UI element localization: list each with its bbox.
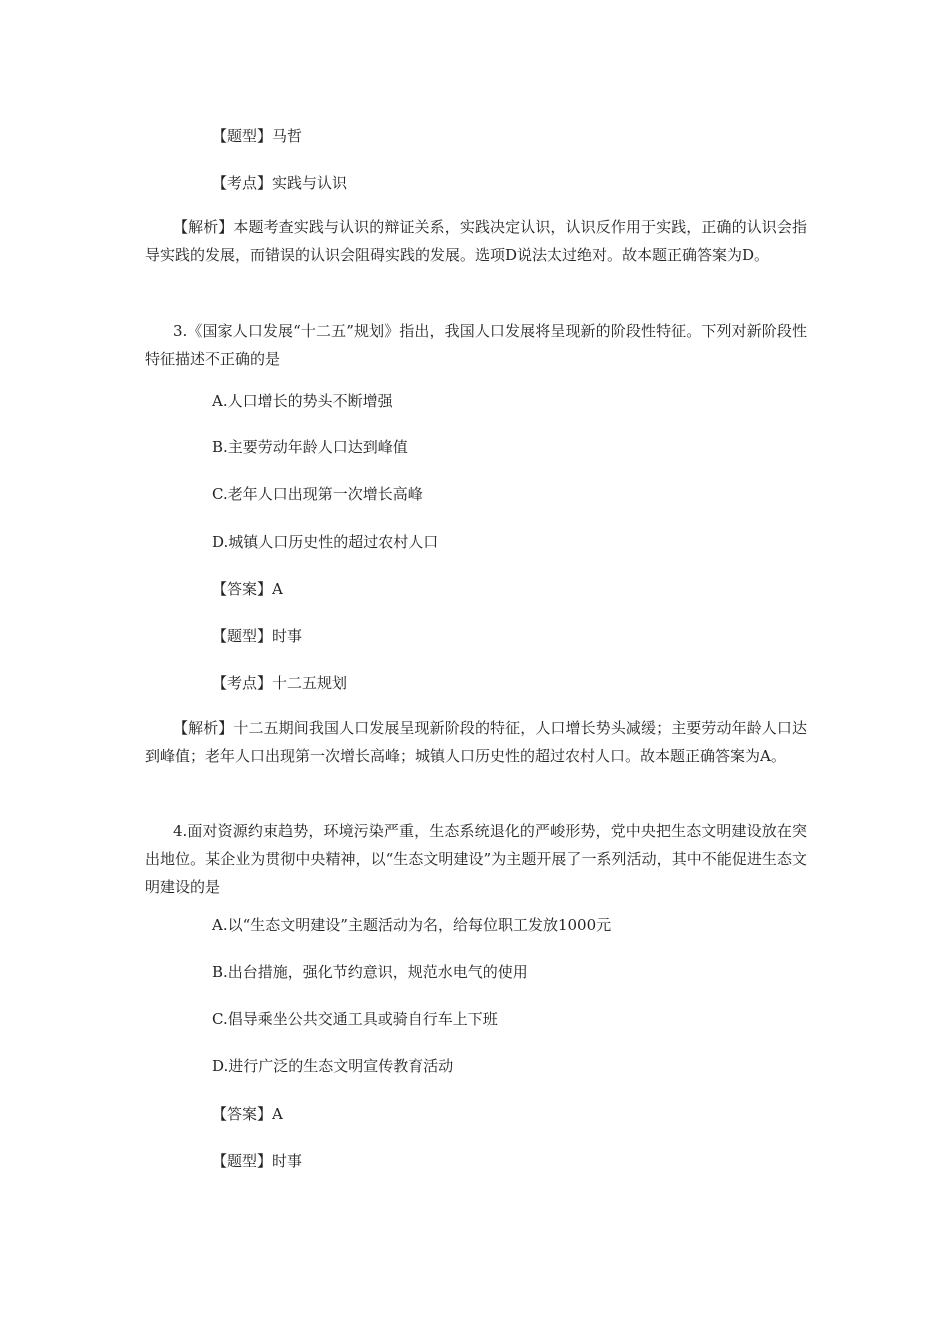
q4-option-b: B.出台措施，强化节约意识，规范水电气的使用: [212, 963, 528, 981]
q4-option-a: A.以“生态文明建设”主题活动为名，给每位职工发放1000元: [212, 916, 612, 934]
q4-answer: 【答案】A: [212, 1105, 283, 1123]
q3-analysis: 【解析】十二五期间我国人口发展呈现新阶段的特征，人口增长势头减缓；主要劳动年龄人口达到峰值；老年人口出现第一次增长高峰；城镇人口历史性的超过农村人口。故本题正确答案为A。: [145, 719, 807, 765]
q3-option-b: B.主要劳动年龄人口达到峰值: [212, 438, 408, 456]
q2-key-point: 【考点】实践与认识: [212, 174, 348, 192]
q3-option-d: D.城镇人口历史性的超过农村人口: [212, 533, 439, 551]
q3-key-point: 【考点】十二五规划: [212, 674, 348, 692]
q4-stem: 4.面对资源约束趋势，环境污染严重，生态系统退化的严峻形势，党中央把生态文明建设放在突出地位。某企业为贯彻中央精神，以“生态文明建设”为主题开展了一系列活动，其中不能促进生态文明建设的是: [145, 822, 807, 896]
q3-stem: 3.《国家人口发展“十二五”规划》指出，我国人口发展将呈现新的阶段性特征。下列对新阶段性特征描述不正确的是: [145, 322, 807, 368]
q2-question-type: 【题型】马哲: [212, 127, 303, 145]
q3-question-type: 【题型】时事: [212, 627, 303, 645]
q4-question-type: 【题型】时事: [212, 1152, 303, 1170]
q3-option-c: C.老年人口出现第一次增长高峰: [212, 485, 423, 503]
q3-option-a: A.人口增长的势头不断增强: [212, 392, 393, 410]
q2-analysis: 【解析】本题考查实践与认识的辩证关系，实践决定认识，认识反作用于实践，正确的认识会指导实践的发展，而错误的认识会阻碍实践的发展。选项D说法太过绝对。故本题正确答案为D。: [145, 218, 807, 264]
q4-option-c: C.倡导乘坐公共交通工具或骑自行车上下班: [212, 1010, 498, 1028]
q3-answer: 【答案】A: [212, 580, 283, 598]
q4-option-d: D.进行广泛的生态文明宣传教育活动: [212, 1057, 454, 1075]
